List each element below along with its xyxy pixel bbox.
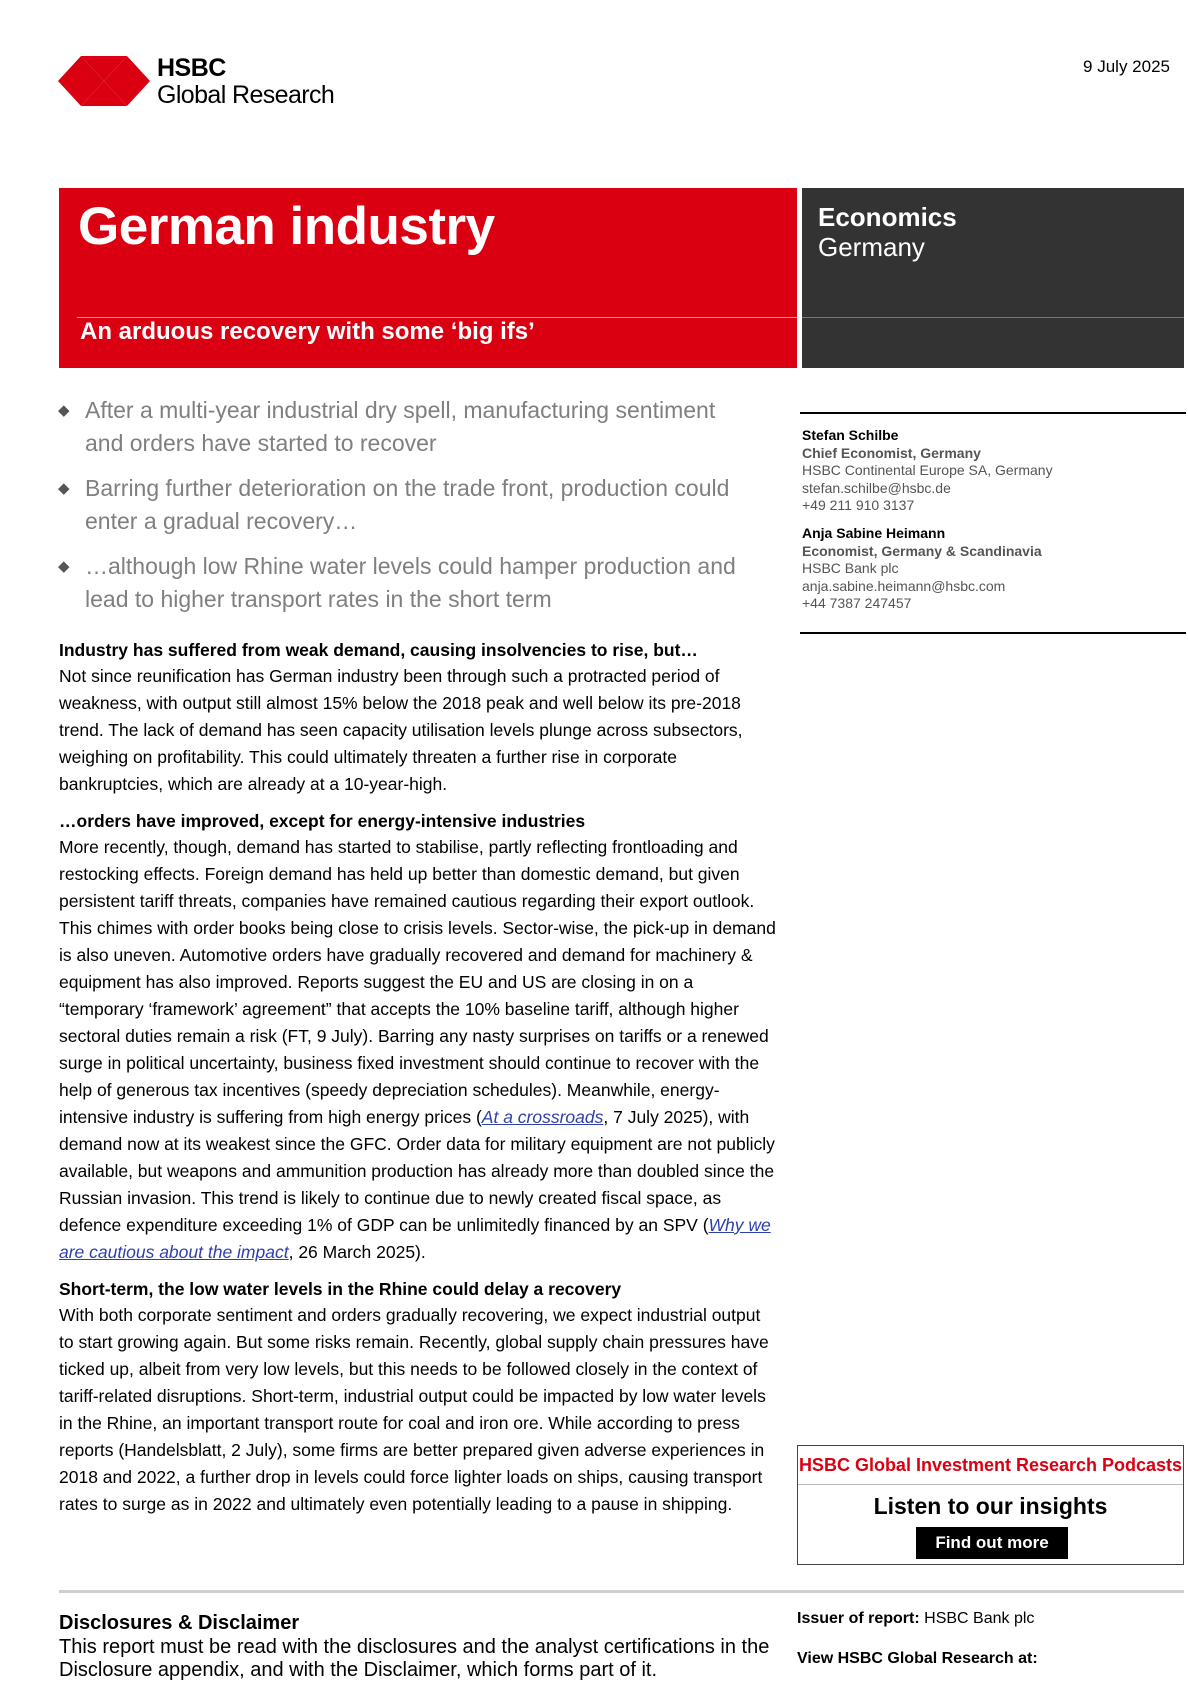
section-paragraph	[59, 834, 779, 1266]
report-topic: Economics	[818, 202, 957, 232]
brand-unit: Global Research	[157, 81, 335, 109]
issuer-label: Issuer of report:	[797, 1610, 920, 1627]
diamond-bullet-icon: ◆	[58, 480, 70, 497]
highlight-text: After a multi-year industrial dry spell, manufacturing sentiment and orders have started to recover	[85, 397, 716, 456]
issuer-info	[797, 1609, 1183, 1669]
analyst-phone: +49 211 910 3137	[802, 497, 915, 513]
section-paragraph: With both corporate sentiment and orders gradually recovering, we expect industrial output to start growing again. But some risks remain. Recently, global supply chain pressures have ticked up, albeit from very low levels, but this needs to be followed closely in the context of tariff-related disruptions. Short-term, industrial output could be impacted by low water levels in the Rhine, an important transport route for coal and iron ore. While according to press reports (Handelsblatt, 2 July), some firms are better prepared given adverse experiences in 2018 and 2022, a further drop in levels could force lighter loads on ships, causing transport rates to surge as in 2022 and ultimately even potentially leading to a pause in shipping.	[59, 1305, 769, 1514]
disclosures-text: This report must be read with the disclosures and the analyst certifications in the Disclosure appendix, and with the Disclaimer, which forms part of it.	[59, 1636, 770, 1681]
podcast-title: HSBC Global Investment Research Podcasts	[798, 1455, 1183, 1475]
hsbc-hexagon-icon	[58, 56, 150, 106]
brand-name: HSBC	[157, 54, 226, 82]
analyst-top-rule	[800, 412, 1186, 414]
footer-divider	[59, 1590, 1184, 1593]
analyst-role: Economist, Germany & Scandinavia	[802, 542, 1042, 559]
hsbc-logo	[58, 52, 358, 112]
report-subtitle: An arduous recovery with some ‘big ifs’	[80, 318, 535, 345]
section-box	[802, 188, 1184, 368]
title-banner	[59, 188, 797, 368]
link-at-a-crossroads[interactable]: At a crossroads	[481, 1107, 604, 1127]
paragraph-text: More recently, though, demand has started to stabilise, partly reflecting frontloading and restocking effects. Foreign demand has held up better than domestic demand, but given persistent tariff threats, companies have remained cautious regarding their export outlook. This chimes with order books being close to crisis levels. Sector-wise, the pick-up in demand is also uneven. Automotive orders have gradually recovered and demand for machinery & equipment has also improved. Reports suggest the EU and US are closing in on a “temporary ‘framework’ agreement” that accepts the 10% baseline tariff, although higher sectoral duties remain a risk (FT, 9 July). Barring any nasty surprises on tariffs or a renewed surge in political uncertainty, business fixed investment should continue to recover with the help of generous tax incentives (speedy depreciation schedules). Meanwhile, energy-intensive industry is suffering from high energy prices (	[59, 837, 776, 1127]
diamond-bullet-icon: ◆	[58, 402, 70, 419]
highlight-text: …although low Rhine water levels could hamper production and lead to higher transport rates in the short term	[85, 553, 736, 612]
report-country: Germany	[818, 232, 925, 262]
body-text	[59, 637, 779, 1528]
issuer-line	[797, 1609, 1183, 1629]
view-research-label: View HSBC Global Research at:	[797, 1650, 1038, 1667]
find-out-more-button[interactable]: Find out more	[916, 1527, 1068, 1559]
section-heading: …orders have improved, except for energy-intensive industries	[59, 811, 586, 831]
analyst-name: Stefan Schilbe	[802, 427, 899, 443]
podcast-divider	[798, 1484, 1183, 1485]
section-heading: Industry has suffered from weak demand, causing insolvencies to rise, but…	[59, 640, 698, 660]
section-paragraph: Not since reunification has German industry been through such a protracted period of weakness, with output still almost 15% below the 2018 peak and well below its pre-2018 trend. The lack of demand has seen capacity utilisation levels plunge across subsectors, weighing on profitability. This could ultimately threaten a further rise in corporate bankruptcies, which are already at a 10-year-high.	[59, 666, 743, 794]
disclosures-heading: Disclosures & Disclaimer	[59, 1612, 300, 1634]
section-heading: Short-term, the low water levels in the Rhine could delay a recovery	[59, 1279, 622, 1299]
paragraph-text: , 26 March 2025).	[288, 1242, 426, 1262]
analyst-email[interactable]: stefan.schilbe@hsbc.de	[802, 479, 951, 496]
analyst-phone: +44 7387 247457	[802, 595, 912, 611]
highlight-item	[58, 472, 758, 538]
analyst-bottom-rule	[800, 632, 1186, 634]
analyst-role: Chief Economist, Germany	[802, 444, 981, 461]
highlights	[58, 394, 758, 628]
highlight-item	[58, 550, 758, 616]
analyst-name: Anja Sabine Heimann	[802, 525, 946, 541]
analyst-entity: HSBC Continental Europe SA, Germany	[802, 462, 1053, 478]
podcast-tagline: Listen to our insights	[873, 1493, 1108, 1519]
podcast-box	[797, 1445, 1184, 1565]
report-title: German industry	[78, 197, 495, 256]
analyst-card	[802, 427, 1053, 515]
highlight-text: Barring further deterioration on the trade front, production could enter a gradual recovery…	[85, 475, 730, 534]
issuer-value: HSBC Bank plc	[924, 1610, 1035, 1627]
highlight-item	[58, 394, 758, 460]
section-divider	[802, 317, 1184, 318]
diamond-bullet-icon: ◆	[58, 558, 70, 575]
link-cautious-about-impact[interactable]: Why we are cautious about the impact	[59, 1215, 771, 1262]
analyst-email[interactable]: anja.sabine.heimann@hsbc.com	[802, 577, 1006, 594]
report-date: 9 July 2025	[1083, 57, 1170, 76]
analyst-card	[802, 525, 1042, 613]
paragraph-text: , 7 July 2025), with demand now at its weakest since the GFC. Order data for military equipment are not publicly available, but weapons and ammunition production has already more than doubled since the Russian invasion. This trend is likely to continue due to newly created fiscal space, as defence expenditure exceeding 1% of GDP can be unlimitedly financed by an SPV (	[59, 1107, 775, 1235]
analyst-entity: HSBC Bank plc	[802, 560, 899, 576]
disclosures	[59, 1610, 779, 1682]
